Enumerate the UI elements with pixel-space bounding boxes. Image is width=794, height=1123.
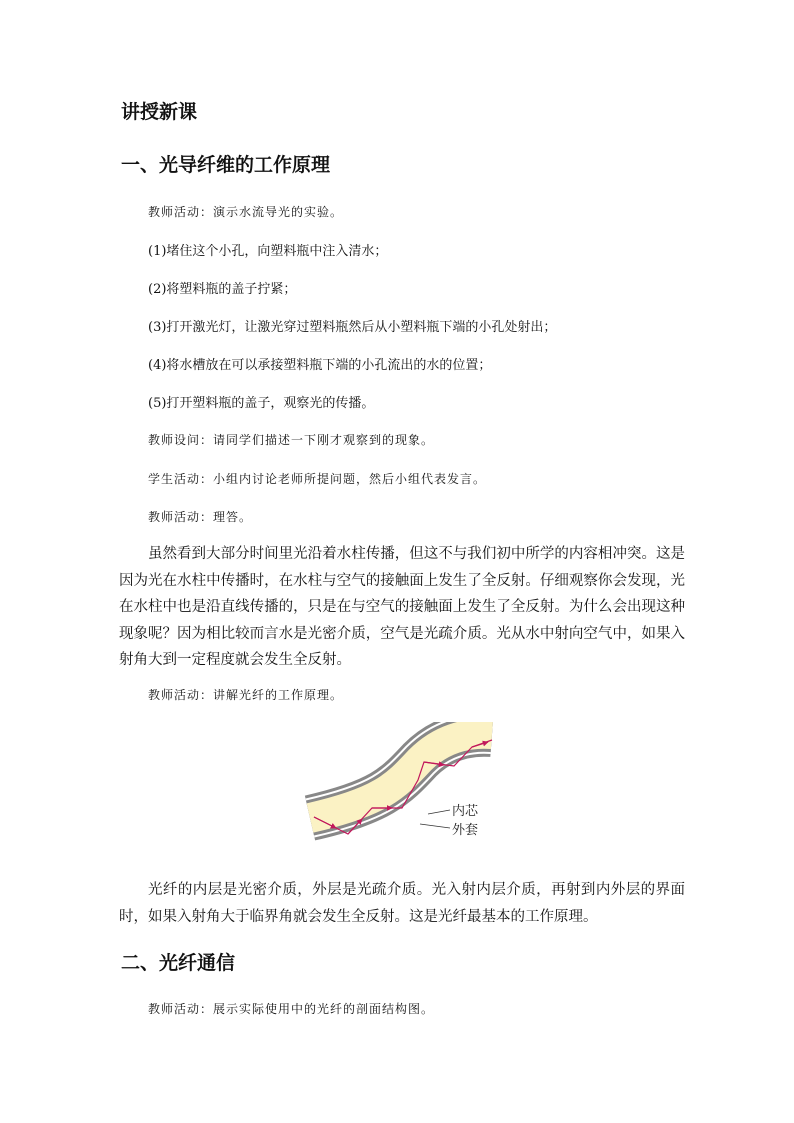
teacher-activity-3: 教师活动：展示实际使用中的光纤的剖面结构图。	[148, 1002, 435, 1016]
step-3: (3)打开激光灯，让激光穿过塑料瓶然后从小塑料瓶下端的小孔处射出；	[148, 320, 557, 335]
teacher-activity-2: 教师活动：讲解光纤的工作原理。	[148, 688, 344, 702]
step-4: (4)将水槽放在可以承接塑料瓶下端的小孔流出的水的位置；	[148, 358, 492, 373]
teacher-question: 教师设问：请同学们描述一下刚才观察到的现象。	[148, 433, 435, 447]
leader-core	[428, 810, 450, 814]
label-core: 内芯	[452, 804, 479, 819]
leader-cladding	[420, 824, 450, 828]
label-cladding: 外套	[452, 823, 479, 838]
paragraph-total-reflection: 虽然看到大部分时间里光沿着水柱传播，但这不与我们初中所学的内容相冲突。这是因为光在水柱中传播时，在水柱与空气的接触面上发生了全反射。仔细观察你会发现，光在水柱中也是沿直线传播的，只是在与空气的接触面上发生了全反射。为什么会出现这种现象呢？因为相比较而言水是光密介质，空气是光疏介质。光从水中射向空气中，如果入射角大到一定程度就会发生全反射。	[119, 546, 685, 668]
step-5: (5)打开塑料瓶的盖子，观察光的传播。	[148, 396, 375, 411]
teacher-activity-1: 教师活动：演示水流导光的实验。	[148, 205, 344, 219]
teacher-response: 教师活动：理答。	[148, 510, 253, 524]
step-1: (1)堵住这个小孔，向塑料瓶中注入清水；	[148, 244, 388, 259]
student-activity: 学生活动：小组内讨论老师所提问题，然后小组代表发言。	[148, 472, 487, 486]
section1-title: 一、光导纤维的工作原理	[121, 154, 331, 176]
section2-title: 二、光纤通信	[121, 952, 236, 974]
step-2: (2)将塑料瓶的盖子拧紧；	[148, 282, 297, 297]
optical-fiber-diagram	[300, 722, 500, 852]
paragraph-fiber-principle: 光纤的内层是光密介质，外层是光疏介质。光入射内层介质，再射到内外层的界面时，如果入射角大于临界角就会发生全反射。这是光纤最基本的工作原理。	[119, 882, 685, 925]
heading-main: 讲授新课	[121, 101, 198, 123]
